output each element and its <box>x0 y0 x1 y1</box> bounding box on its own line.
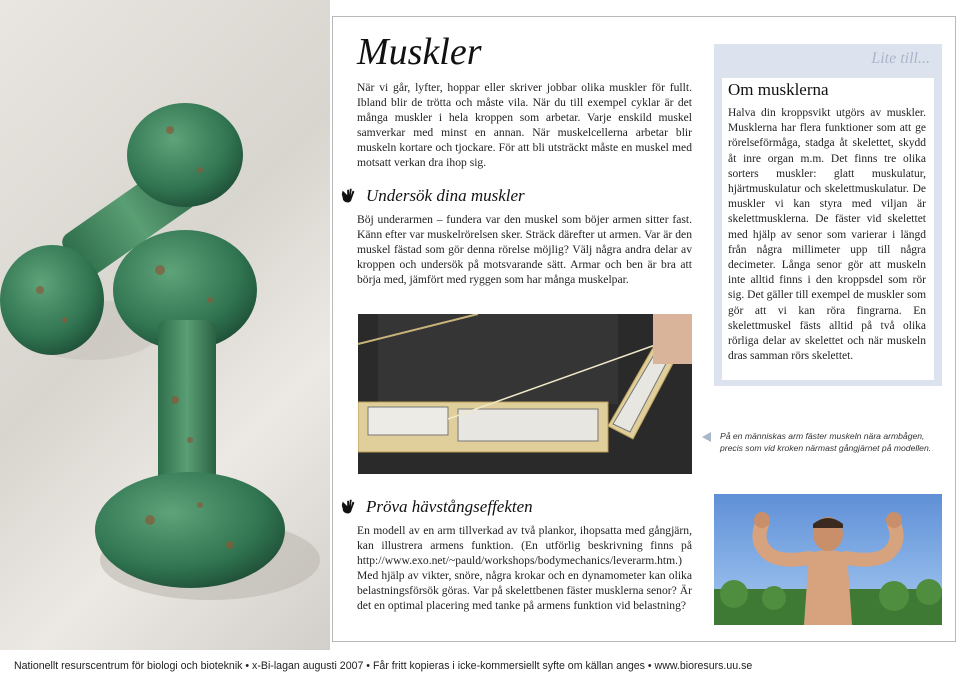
page-title: Muskler <box>357 31 482 73</box>
flexing-man-illustration <box>714 494 942 625</box>
dumbbells-illustration <box>0 0 330 650</box>
flexing-man-photo <box>714 494 942 625</box>
pointing-hand-icon <box>340 498 358 516</box>
sidebar-box <box>714 44 942 386</box>
pointing-hand-icon <box>340 187 358 205</box>
sidebar-paragraph: Halva din kroppsvikt utgörs av muskler. Musklerna har flera funktioner som att ge rörelseförmåga, stadga åt skelettet, skydd åt inre organ m.m. Det finns tre olika sorters muskler: glatt muskulatur, hjärtmuskulatur och skelettmuskulatur. De muskler vi kan styra med viljan är skelettmusklerna. De fäster vid skelettet med hjälp av senor som varierar i längd från några millimeter upp till några decimeter. Långa senor gör att muskeln inte alltid finns i den kroppsdel som rör sig. Det gäller till exempel de muskler som gör att vi kan röra fingrarna. En skelettmuskel fästs alltid på två olika rörliga delar av skelettet och när muskeln dras samman rörs skelettet. <box>728 107 927 363</box>
caption-arrow-icon <box>702 432 711 442</box>
page-footer: Nationellt resurscentrum för biologi och bioteknik • x-Bi-lagan augusti 2007 • Får fritt kopieras i icke-kommersiellt syfte om källan anges • www.bioresurs.uu.se <box>14 660 753 672</box>
section-heading-lever <box>340 497 533 517</box>
lever-paragraph: En modell av en arm tillverkad av två plankor, ihopsatta med gångjärn, kan illustrera armens funktion. (En utförlig beskrivning finns på http://www.exo.net/~pauld/workshops/bodymechanics/leverarm.htm.) Med hjälp av vikter, snöre, några krokar och en dynamometer kan olika belastningsförsök göras. Var på skelettbenen fäster musklerna senor? Är det en optimal placering med tanke på armens funktion vid belastning? <box>357 524 692 613</box>
intro-paragraph: När vi går, lyfter, hoppar eller skriver jobbar olika muskler för fullt. Ibland blir de trötta och måste vila. När du till exempel cyklar är det många muskler i hela kroppen som arbetar. Varje enskild muskel samverkar med minst en annan. När muskelcellerna arbetar blir muskeln kortare och tjockare. För att bli utsträckt måste en muskel med motsatt verkan dra ihop sig. <box>357 81 692 170</box>
dumbbells-photo <box>0 0 330 650</box>
section-heading-examine <box>340 186 525 206</box>
examine-paragraph: Böj underarmen – fundera var den muskel som böjer armen sitter fast. Känn efter var muskelrörelsen sker. Sträck därefter ut armen. Var är den muskel fästad som gör denna rörelse möjlig? Välj några andra delar av kroppen och undersök på motsvarande sätt. Armar och ben är bra att börja med, jämfört med ryggen som har många muskelpar. <box>357 213 692 287</box>
arm-model-illustration <box>358 314 692 474</box>
section-heading-text: Undersök dina muskler <box>366 186 525 205</box>
photo-caption: På en människas arm fäster muskeln nära armbågen, precis som vid kroken närmast gångjärnet på modellen. <box>720 431 932 453</box>
more-label: Lite till... <box>871 50 930 67</box>
arm-model-photo <box>358 314 692 474</box>
sidebar-heading: Om musklerna <box>728 80 829 99</box>
section-heading-text: Pröva hävstångseffekten <box>366 497 533 516</box>
